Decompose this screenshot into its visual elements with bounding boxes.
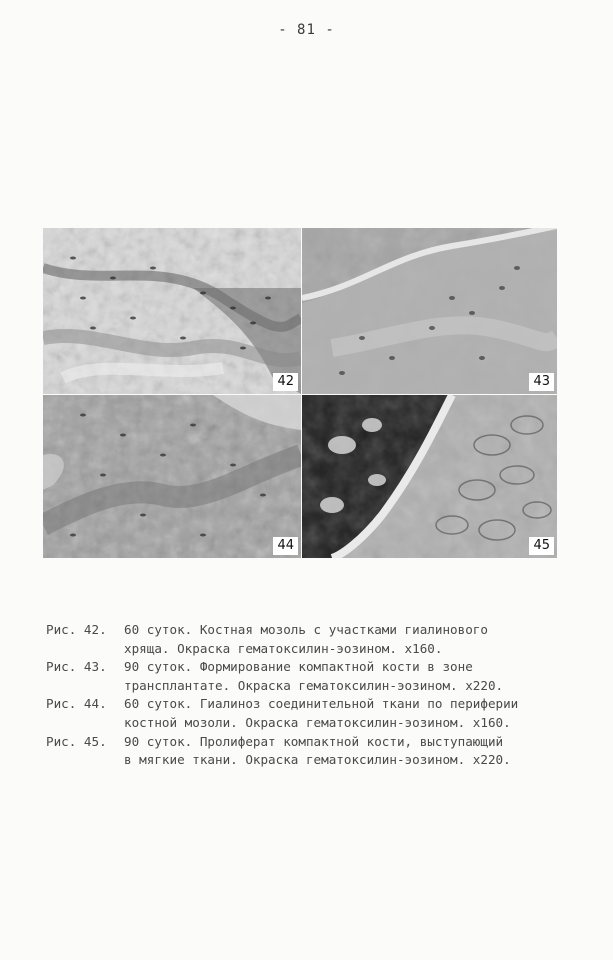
caption-line: 60 суток. Гиалиноз соединительной ткани по периферии — [124, 696, 519, 712]
caption-text — [124, 695, 586, 732]
caption-text — [124, 658, 586, 695]
micrograph-plate — [43, 228, 557, 558]
caption-fig-42 — [46, 621, 586, 658]
micrograph-42-image — [43, 228, 301, 394]
caption-fig-45 — [46, 733, 586, 770]
caption-prefix: Рис. 42. — [46, 622, 107, 637]
micrograph-figure-44 — [43, 395, 301, 558]
caption-text — [124, 733, 586, 770]
figure-label-44: 44 — [273, 537, 298, 555]
micrograph-figure-43 — [302, 228, 557, 394]
caption-line: в мягкие ткани. Окраска гематоксилин-эозином. х220. — [124, 752, 511, 768]
caption-prefix: Рис. 44. — [46, 696, 107, 712]
caption-line: трансплантате. Окраска гематоксилин-эозином. х220. — [124, 677, 504, 693]
caption-prefix: Рис. 43. — [46, 659, 107, 675]
micrograph-45-image — [302, 395, 557, 558]
caption-prefix: Рис. 45. — [46, 733, 107, 749]
caption-fig-43 — [46, 658, 586, 695]
caption-line: костной мозоли. Окраска гематоксилин-эозином. х160. — [124, 714, 511, 730]
figure-captions — [46, 621, 586, 770]
caption-line: 90 суток. Формирование компактной кости в зоне — [124, 659, 473, 675]
figure-label-43: 43 — [529, 373, 554, 391]
caption-line: 90 суток. Пролиферат компактной кости, выступающий — [124, 733, 504, 749]
page-number: - 81 - — [278, 22, 335, 38]
micrograph-44-image — [43, 395, 301, 558]
micrograph-43-image — [302, 228, 557, 394]
caption-fig-44 — [46, 695, 586, 732]
caption-text — [124, 621, 586, 658]
caption-line: хряща. Окраска гематоксилин-эозином. х160. — [124, 640, 443, 656]
micrograph-figure-42 — [43, 228, 301, 394]
micrograph-figure-45 — [302, 395, 557, 558]
caption-line: 60 суток. Костная мозоль с участками гиалинового — [124, 622, 488, 637]
figure-label-45: 45 — [529, 537, 554, 555]
figure-label-42: 42 — [273, 373, 298, 391]
